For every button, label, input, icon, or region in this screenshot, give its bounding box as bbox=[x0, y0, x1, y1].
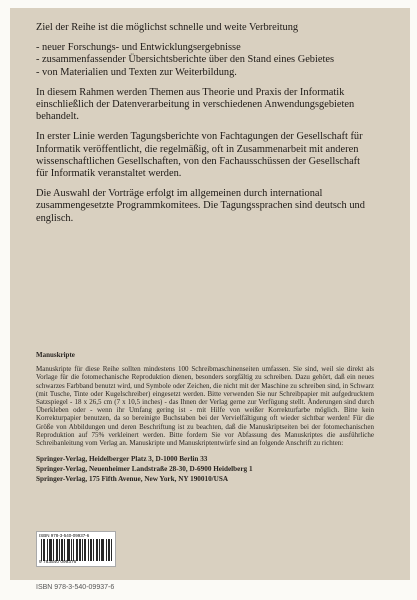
intro-paragraph: Ziel der Reihe ist die möglichst schnelle und weite Verbreitung bbox=[36, 22, 299, 33]
address-heidelberg: Springer-Verlag, Neuenheimer Landstraße 28-30, D-6900 Heidelberg 1 bbox=[36, 465, 253, 474]
barcode-icon bbox=[41, 539, 113, 561]
manuscript-heading: Manuskripte bbox=[36, 351, 75, 359]
barcode-digits: 9 783540 099376 bbox=[39, 560, 77, 565]
goals-list-item: - zusammenfassender Übersichtsberichte über den Stand eines Gebietes bbox=[36, 54, 335, 66]
proceedings-paragraph: In erster Linie werden Tagungsberichte von Fachtagungen der Gesellschaft für Informatik veröffentlicht, die regelmäßig, oft in Zusammenarbeit mit anderen wissenschaftlichen Gesellschaften, von den Fachausschüssen der Gesellschaft für Informatik veranstaltet werden. bbox=[36, 131, 363, 180]
footer-isbn: ISBN 978-3-540-09937-6 bbox=[36, 584, 115, 591]
goals-list-item: - von Materialien und Texten zur Weiterbildung. bbox=[36, 66, 237, 78]
barcode-isbn-label: ISBN 978-3-540-09937-6 bbox=[39, 533, 90, 538]
topics-paragraph: In diesem Rahmen werden Themen aus Theorie und Praxis der Informatik einschließlich der Datenverarbeitung in verschiedenen Anwendungsgebieten behandelt. bbox=[36, 86, 355, 123]
isbn-barcode bbox=[36, 531, 116, 567]
goals-list bbox=[36, 42, 374, 79]
address-berlin: Springer-Verlag, Heidelberger Platz 3, D-1000 Berlin 33 bbox=[36, 455, 208, 464]
series-description bbox=[36, 22, 374, 233]
manuscript-body: Manuskripte für diese Reihe sollten mindestens 100 Schreibmaschinenseiten umfassen. Sie sind, weil sie direkt als Vorlage für die fotomechanische Reproduktion dienen, besonders sorgfältig zu schreiben. Dazu gehört, daß ein neues schwarzes Farbband benutzt wird, und Symbole oder Zeichen, die nicht mit der Maschine zu schreiben sind, in Schwarz (mit Tusche, Tinte oder Kugelschreiber) eingesetzt werden. Bitte verwenden Sie nur Schreibpapier mit aufgedrucktem Satzspiegel - 18 x 26,5 cm (7 x 10,5 inches) - das Ihnen der Verlag gerne zur Verfügung stellt. Änderungen sind durch Überkleben oder - wenn ihr Umfang gering ist - mit Hilfe von weißer Korrekturfarbe möglich. Bitte kein Korrekturpapier benutzen, da so bereinigte Buchstaben bei der Vervielfältigung oft wieder sichtbar werden! Für die Größe von Abbildungen und deren Beschriftung ist zu beachten, daß die Manuskriptseiten bei der fotomechanischen Reproduktion auf 75% verkleinert werden. Bitte fordern Sie vor Abfassung des Manuskriptes die ausführliche Schreibanleitung vom Verlag an. Manuskripte und Manuskriptentwürfe sind an folgende Anschrift zu richten: bbox=[36, 365, 374, 448]
goals-list-item: - neuer Forschungs- und Entwicklungsergebnisse bbox=[36, 42, 241, 54]
manuscript-section bbox=[36, 351, 374, 485]
selection-paragraph: Die Auswahl der Vorträge erfolgt im allgemeinen durch international zusammengesetzte Programmkomitees. Die Tagungssprachen sind deutsch und englisch. bbox=[36, 188, 365, 224]
address-new-york: Springer-Verlag, 175 Fifth Avenue, New York, NY 190010/USA bbox=[36, 474, 229, 483]
